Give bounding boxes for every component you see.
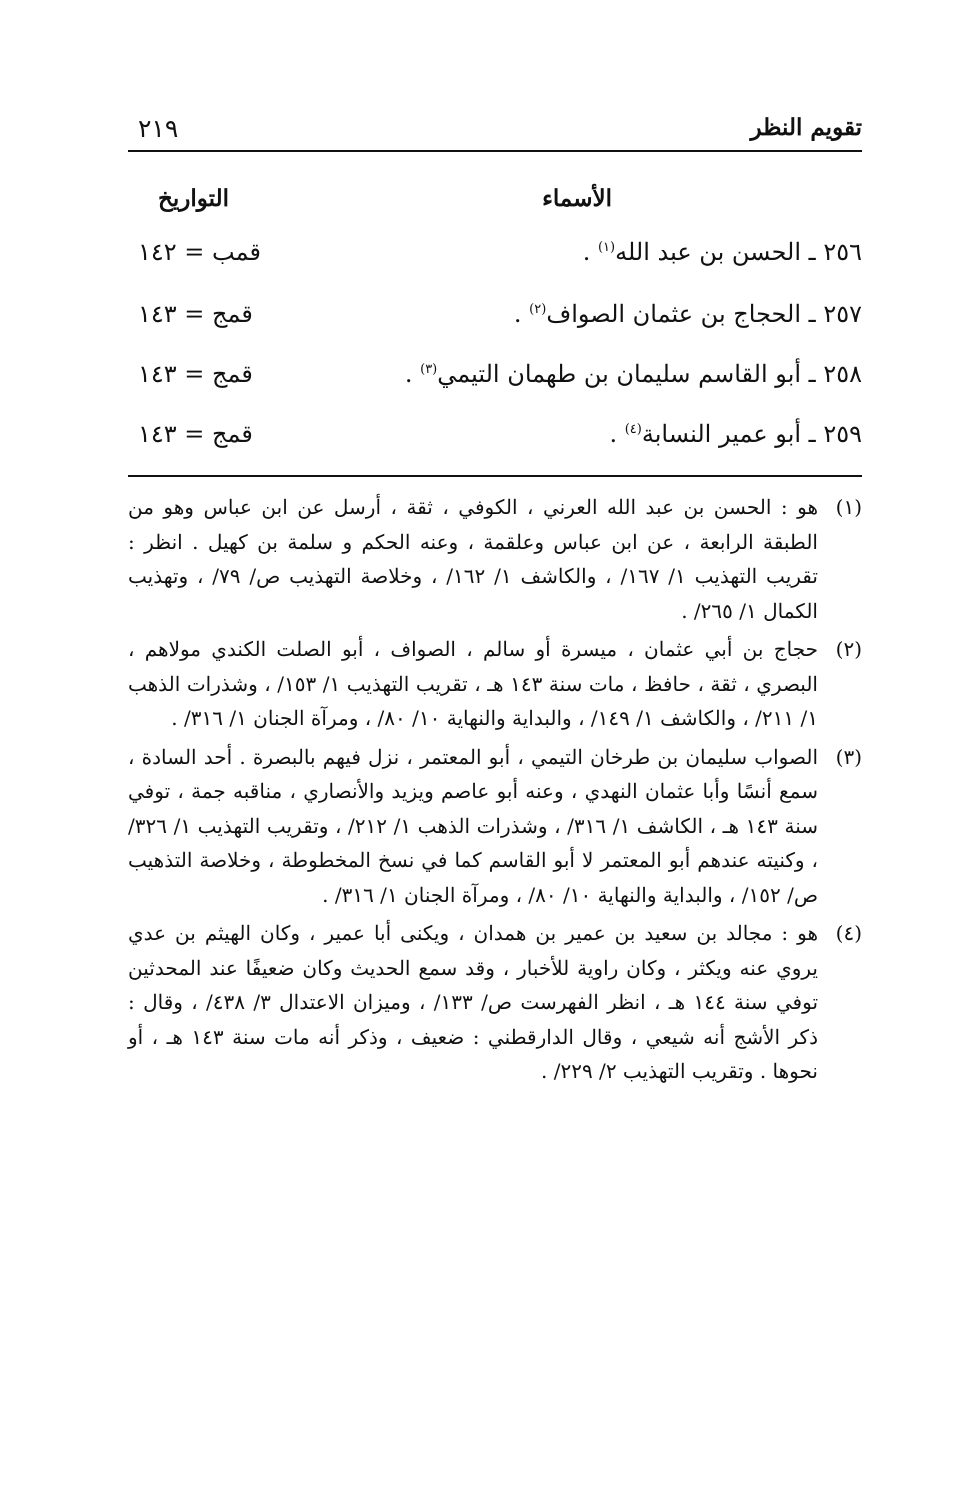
footnote-text: الصواب سليمان بن طرخان التيمي ، أبو المعتمر ، نزل فيهم بالبصرة . أحد السادة ، سمع أنسًا وأبا عثمان النهدي ، وعنه أبو عاصم ويزيد والأنصاري ، مناقبه جمة ، توفي سنة ١٤٣ هـ ، الكاشف ١/ ٣١٦/ ، وشذرات الذهب ١/ ٢١٢/ ، وتقريب التهذيب ١/ ٣٢٦/ ، وكنيته عندهم أبو المعتمر لا أبو القاسم كما في نسخ المخطوطة ، وخلاصة التذهيب ص/ ١٥٢/ ، والبداية والنهاية ١٠/ ٨٠/ ، ومرآة الجنان ١/ ٣١٦/ . — [128, 744, 818, 907]
footnote-ref: (٤) — [624, 422, 642, 437]
page-number: ٢١٩ — [138, 114, 179, 143]
footnote-number: (٢) — [835, 637, 862, 661]
entry-row — [128, 300, 862, 344]
column-headers — [128, 185, 862, 225]
entry-row — [128, 238, 862, 282]
footnote-ref: (٢) — [529, 302, 547, 317]
footnote-number: (١) — [835, 495, 862, 519]
footnote-text: هو : الحسن بن عبد الله العرني ، الكوفي ، ثقة ، أرسل عن ابن عباس وهو من الطبقة الرابعة ، عن ابن عباس وعلقمة ، وعنه الحكم و سلمة بن كهيل . انظر : تقريب التهذيب ١/ ١٦٧/ ، والكاشف ١/ ١٦٢/ ، وخلاصة التهذيب ص/ ٧٩/ ، وتهذيب الكمال ١/ ٢٦٥/ . — [128, 495, 818, 623]
entry-name: ٢٥٧ ـ الحجاج بن عثمان الصواف$^{(٢)}$ . — [513, 300, 862, 328]
entry-row — [128, 360, 862, 404]
header-rule — [128, 150, 862, 152]
entry-name: ٢٥٦ ـ الحسن بن عبد الله$^{(١)}$ . — [582, 238, 862, 266]
footnote-text: حجاج بن أبي عثمان ، ميسرة أو سالم ، الصواف ، أبو الصلت الكندي مولاهم ، البصري ، ثقة ، حافظ ، مات سنة ١٤٣ هـ ، تقريب التهذيب ١/ ١٥٣/ ، وشذرات الذهب ١/ ٢١١/ ، والكاشف ١/ ١٤٩/ ، والبداية والنهاية ١٠/ ٨٠/ ، ومرآة الجنان ١/ ٣١٦/ . — [128, 637, 818, 730]
entry-date: قمج = ١٤٣ — [138, 420, 253, 448]
entry-date: قمج = ١٤٣ — [138, 300, 253, 328]
footnote-separator — [128, 475, 862, 477]
footnote — [128, 490, 862, 628]
footnote — [128, 916, 862, 1089]
entry-name: ٢٥٨ ـ أبو القاسم سليمان بن طهمان التيمي$^{(٣)}$ . — [404, 360, 862, 388]
footnote — [128, 632, 862, 736]
footnote-number: (٣) — [835, 744, 862, 769]
page-header — [128, 112, 862, 152]
footnote-number: (٤) — [835, 921, 862, 945]
footnote-text: هو : مجالد بن سعيد بن عمير بن همدان ، ويكنى أبا عمير ، وكان الهيثم بن عدي يروي عنه ويكثر ، وكان راوية للأخبار ، وقد سمع الحديث وكان ضعيفًا عند المحدثين توفي سنة ١٤٤ هـ ، انظر الفهرست ص/ ١٣٣/ ، وميزان الاعتدال ٣/ ٤٣٨/ ، وقال : ذكر الأشج أنه شيعي ، وقال الدارقطني : ضعيف ، وذكر أنه مات سنة ١٤٣ هـ ، أو نحوها . وتقريب التهذيب ٢/ ٢٢٩/ . — [128, 921, 819, 1083]
footnote-ref: (٣) — [420, 362, 438, 377]
entry-date: قمب = ١٤٢ — [138, 238, 261, 266]
footnote — [128, 740, 862, 913]
entry-date: قمج = ١٤٣ — [138, 360, 253, 388]
entry-name: ٢٥٩ ـ أبو عمير النسابة$^{(٤)}$ . — [609, 420, 862, 448]
dates-column-header: التواريخ — [158, 185, 229, 212]
running-title: تقويم النظر — [750, 114, 862, 141]
footnote-ref: (١) — [597, 240, 616, 255]
footnotes — [128, 490, 862, 1093]
entry-row — [128, 420, 862, 464]
names-column-header: الأسماء — [542, 185, 612, 212]
